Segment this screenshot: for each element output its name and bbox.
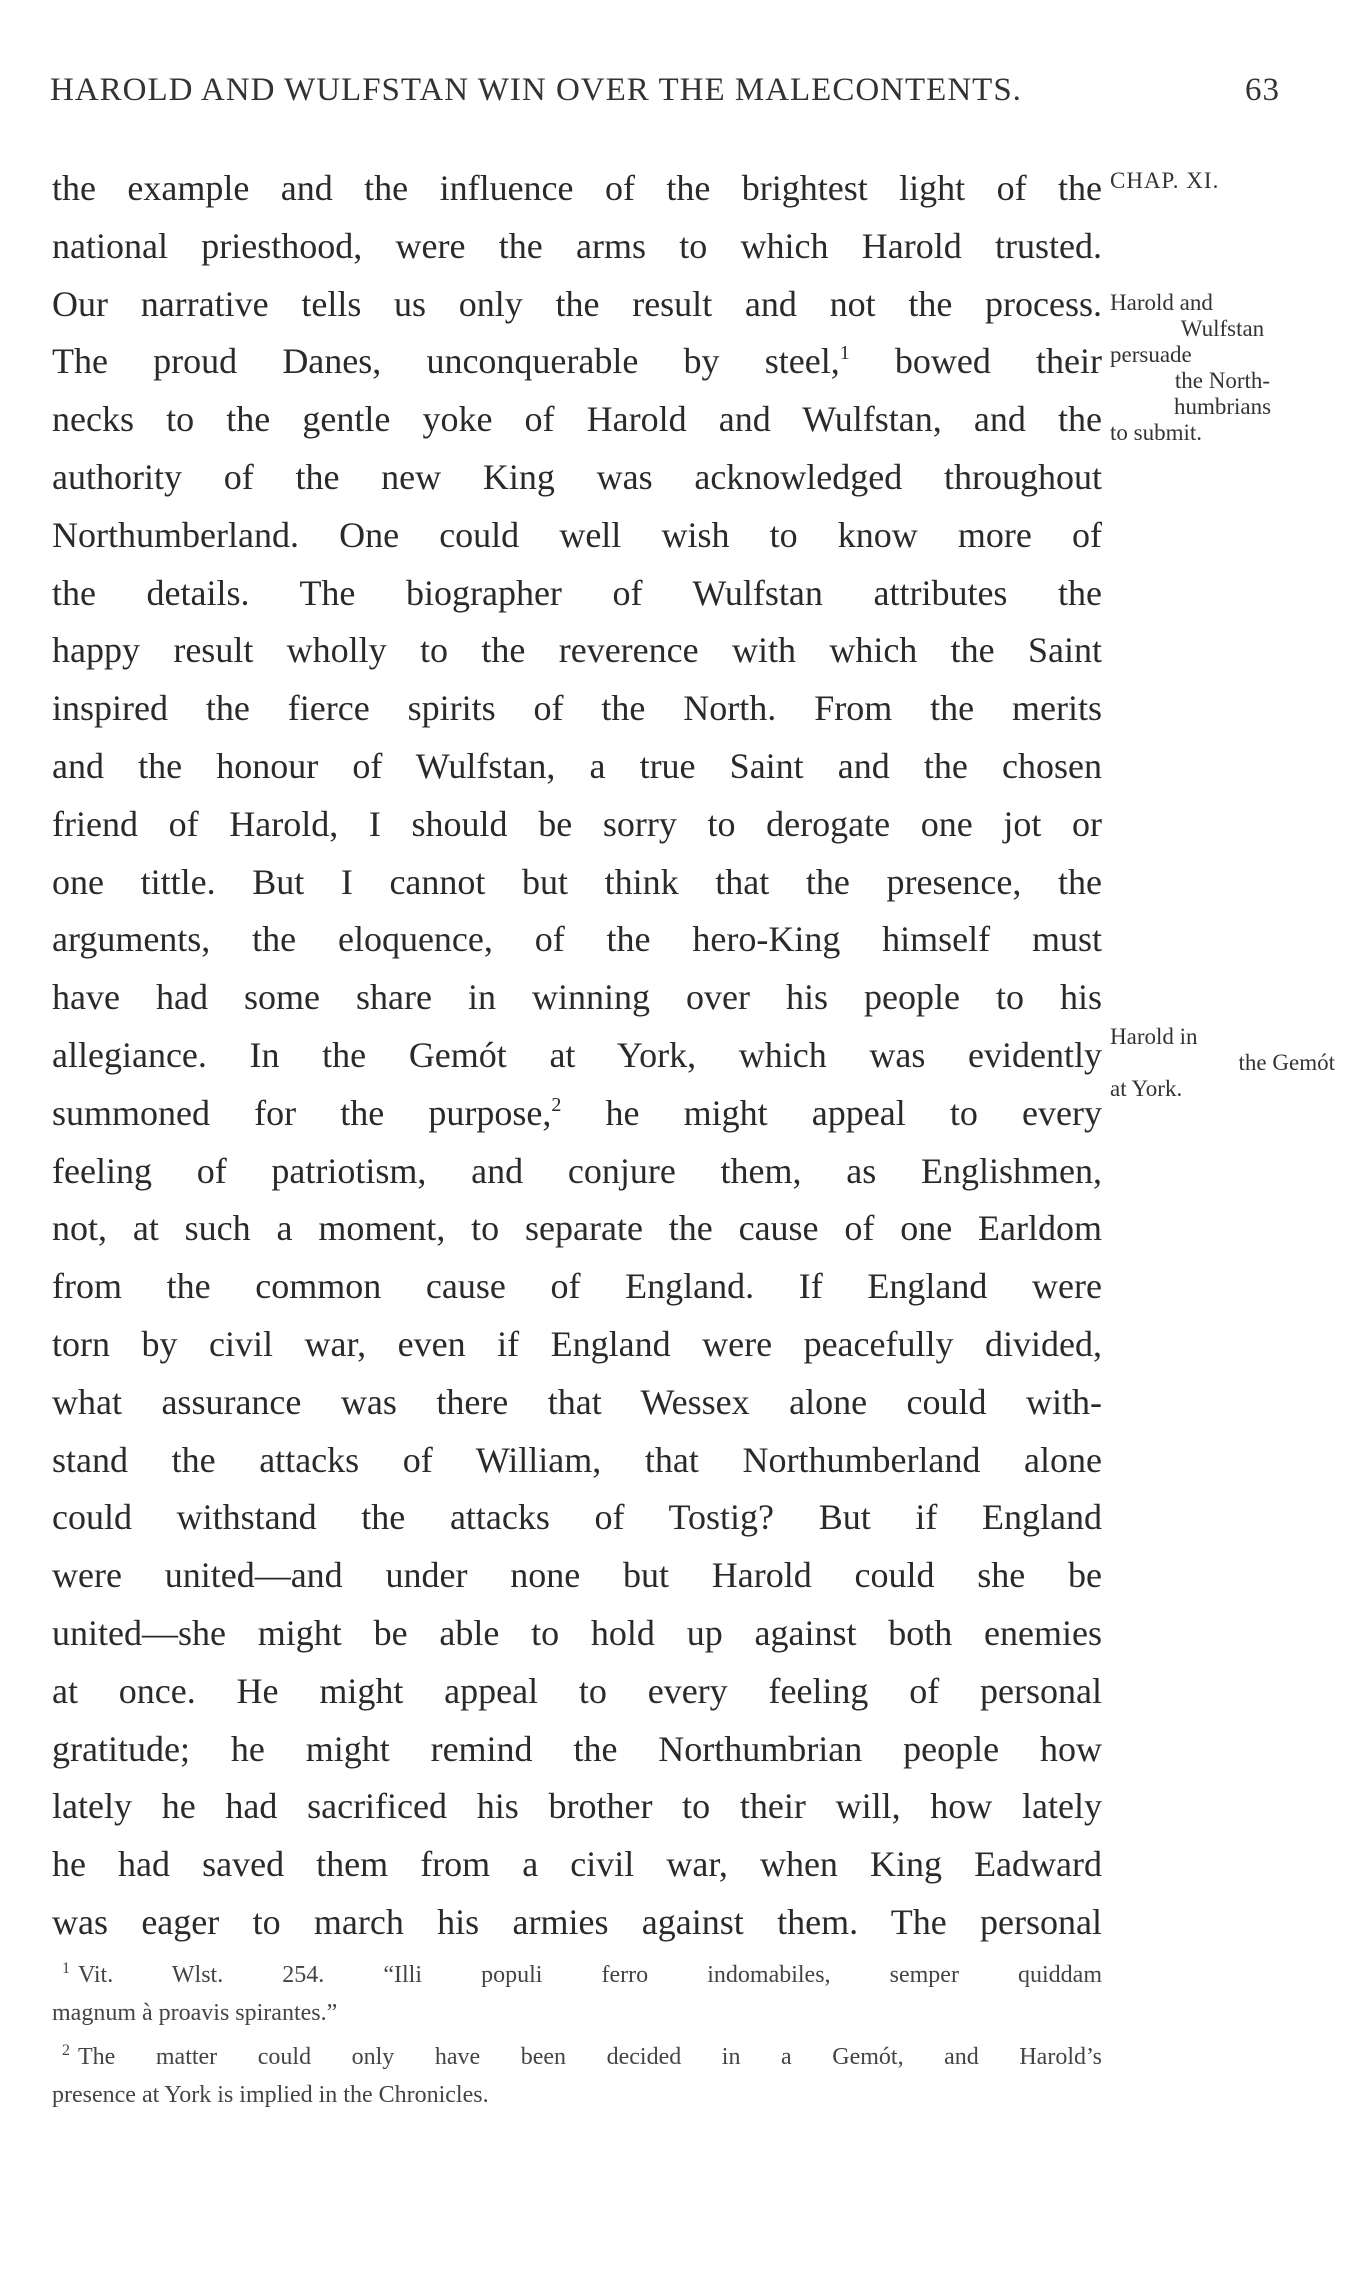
chapter-label: CHAP. XI. <box>1110 168 1220 193</box>
text-line: stand the attacks of William, that Northumberland alone <box>52 1439 1102 1480</box>
footnote-ref-2: 2 <box>551 1093 562 1116</box>
margin-chapter-label <box>1110 168 1335 194</box>
text-line: was eager to march his armies against them. The personal <box>52 1901 1102 1942</box>
text-line: feeling of patriotism, and conjure them, as Englishmen, <box>52 1150 1102 1191</box>
text-line: united—she might be able to hold up against both enemies <box>52 1612 1102 1653</box>
text-line: have had some share in winning over his people to his <box>52 977 1102 1018</box>
body-text <box>52 160 1102 1952</box>
text-line: one tittle. But I cannot but think that the presence, the <box>52 861 1102 902</box>
running-title: HAROLD AND WULFSTAN WIN OVER THE MALECONTENTS. <box>50 72 1022 108</box>
text-line: necks to the gentle yoke of Harold and Wulfstan, and the <box>52 399 1102 440</box>
page-number: 63 <box>1245 72 1280 108</box>
margin-note-harold-and-wulfstan <box>1110 290 1335 446</box>
text-line: the example and the influence of the brightest light of the <box>52 168 1102 208</box>
text-line: were united—and under none but Harold could she be <box>52 1555 1102 1596</box>
text-line: Northumberland. One could well wish to know more of <box>52 514 1102 555</box>
text-line: authority of the new King was acknowledged throughout <box>52 456 1102 497</box>
footnote-mark: 1 <box>62 1960 70 1977</box>
footnote-ref-1: 1 <box>839 342 850 365</box>
text-line: happy result wholly to the reverence with which the Saint <box>52 630 1102 671</box>
text-line: friend of Harold, I should be sorry to derogate one jot or <box>52 803 1102 844</box>
text-line-end: he might appeal to every <box>561 1092 1102 1133</box>
footnote-text: Vit. Wlst. 254. “Illi populi ferro indomabiles, semper quiddam <box>78 1962 1102 1988</box>
text-line: torn by civil war, even if England were peacefully divided, <box>52 1323 1102 1364</box>
margin-note-line: humbrians <box>1173 394 1272 419</box>
footnote-text: The matter could only have been decided in a Gemót, and Harold’s <box>78 2044 1102 2070</box>
margin-note-line: the North- <box>1174 368 1271 393</box>
text-line: lately he had sacrificed his brother to their will, how lately <box>52 1786 1102 1827</box>
text-line-start: summoned for the purpose, <box>52 1092 552 1133</box>
margin-note-line: at York. <box>1110 1076 1183 1101</box>
margin-note-line: Harold in <box>1110 1024 1198 1049</box>
text-line: the details. The biographer of Wulfstan attributes the <box>52 572 1102 613</box>
footnotes <box>52 1950 1102 2114</box>
margin-note-line: to submit. <box>1110 420 1203 445</box>
text-line: gratitude; he might remind the Northumbrian people how <box>52 1728 1102 1769</box>
text-line: at once. He might appeal to every feeling of personal <box>52 1670 1102 1711</box>
text-line: national priesthood, were the arms to which Harold trusted. <box>52 225 1102 266</box>
footnote-2 <box>52 2032 1102 2114</box>
text-line-with-footnote-ref <box>52 1085 1102 1143</box>
margin-note-line: Wulfstan <box>1180 316 1265 341</box>
running-head <box>50 72 1280 122</box>
footnote-line <box>52 1950 1102 1994</box>
margin-note-harold-in-gemot <box>1110 1024 1335 1102</box>
footnote-line <box>52 2032 1102 2076</box>
text-line: not, at such a moment, to separate the cause of one Earldom <box>52 1208 1102 1249</box>
text-line-end: bowed their <box>849 341 1103 382</box>
footnote-mark: 2 <box>62 2042 70 2059</box>
text-line-start: The proud Danes, unconquerable by steel, <box>52 341 840 382</box>
footnote-1 <box>52 1950 1102 2032</box>
footnote-line: magnum à proavis spirantes.” <box>52 2000 338 2026</box>
text-line: and the honour of Wulfstan, a true Saint and the chosen <box>52 745 1102 786</box>
text-line: could withstand the attacks of Tostig? But if England <box>52 1497 1102 1538</box>
text-line: he had saved them from a civil war, when King Eadward <box>52 1844 1102 1885</box>
text-line: what assurance was there that Wessex alone could with- <box>52 1381 1102 1422</box>
text-line-with-footnote-ref <box>52 333 1102 391</box>
text-line: Our narrative tells us only the result and not the process. <box>52 283 1102 324</box>
margin-note-line: persuade <box>1110 342 1192 367</box>
text-line: from the common cause of England. If England were <box>52 1266 1102 1307</box>
footnote-line: presence at York is implied in the Chronicles. <box>52 2082 489 2108</box>
margin-note-line: the Gemót <box>1238 1050 1335 1075</box>
text-line: inspired the fierce spirits of the North. From the merits <box>52 688 1102 729</box>
text-line: allegiance. In the Gemót at York, which was evidently <box>52 1034 1102 1075</box>
margin-note-line: Harold and <box>1110 290 1213 315</box>
text-line: arguments, the eloquence, of the hero-King himself must <box>52 919 1102 960</box>
